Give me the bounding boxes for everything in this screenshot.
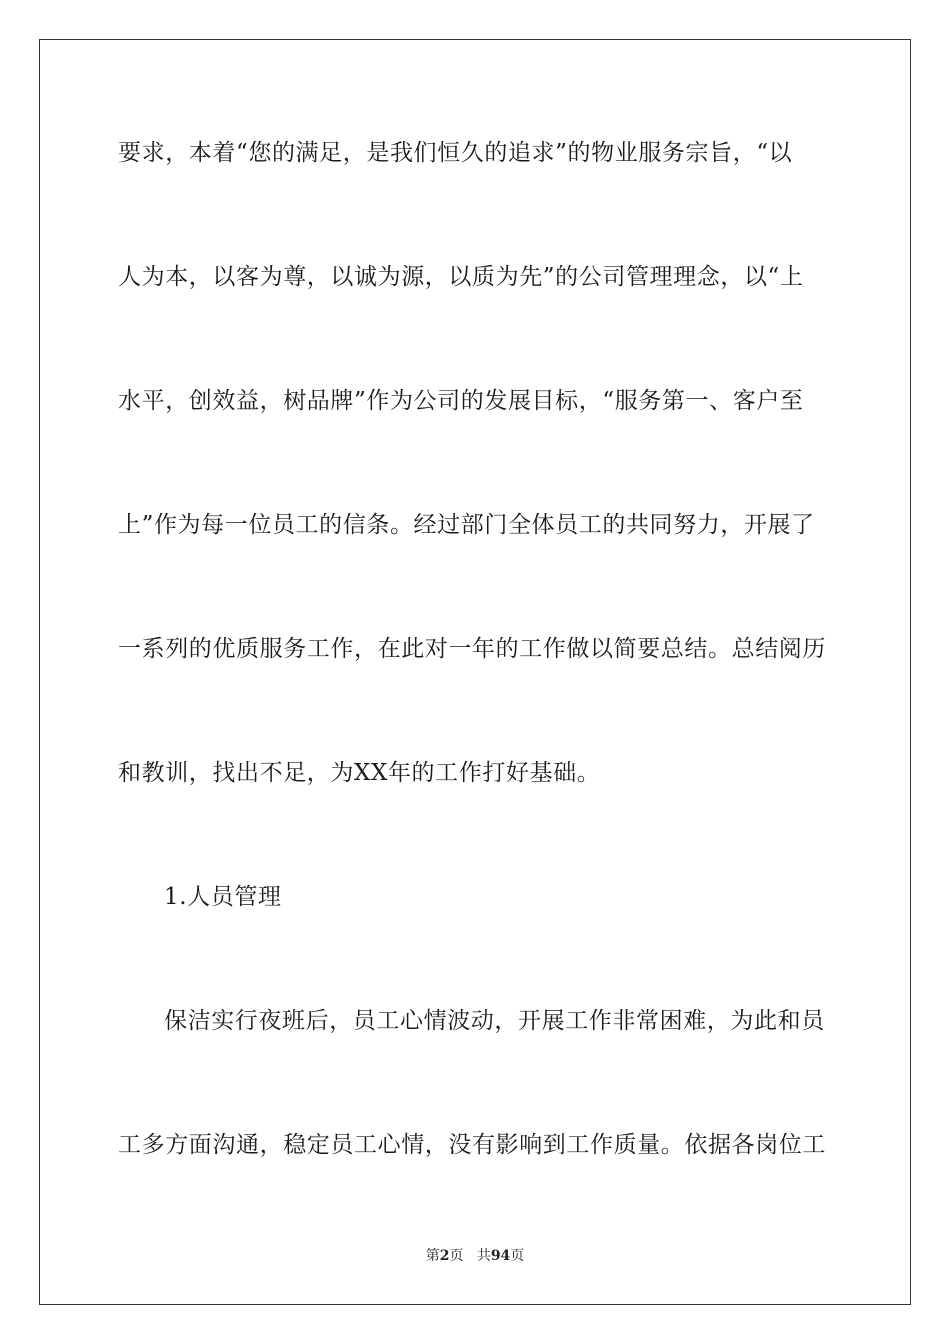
footer-total-prefix: 共 (476, 1248, 491, 1264)
page-border (39, 39, 911, 1305)
body-line-6: 和教训，找出不足，为XX年的工作打好基础。 (118, 760, 601, 786)
section-heading: 1.人员管理 (164, 884, 282, 910)
footer-prefix: 第 (425, 1248, 440, 1264)
body-line-1: 要求，本着“您的满足，是我们恒久的追求”的物业服务宗旨，“以 (118, 140, 793, 166)
current-page-number: 2 (439, 1248, 450, 1264)
footer-page-suffix: 页 (449, 1248, 464, 1264)
body-line-7: 保洁实行夜班后，员工心情波动，开展工作非常困难，为此和员 (164, 1008, 825, 1034)
page-footer (0, 1247, 950, 1265)
body-line-4: 上”作为每一位员工的信条。经过部门全体员工的共同努力，开展了 (118, 512, 815, 538)
body-line-5: 一系列的优质服务工作，在此对一年的工作做以简要总结。总结阅历 (118, 636, 826, 662)
body-line-3: 水平，创效益，树品牌”作为公司的发展目标，“服务第一、客户至 (118, 388, 804, 414)
footer-total-suffix: 页 (510, 1248, 525, 1264)
total-pages-number: 94 (490, 1248, 511, 1264)
body-line-2: 人为本，以客为尊，以诚为源，以质为先”的公司管理理念，以“上 (118, 264, 804, 290)
body-line-8: 工多方面沟通，稳定员工心情，没有影响到工作质量。依据各岗位工 (118, 1132, 826, 1158)
